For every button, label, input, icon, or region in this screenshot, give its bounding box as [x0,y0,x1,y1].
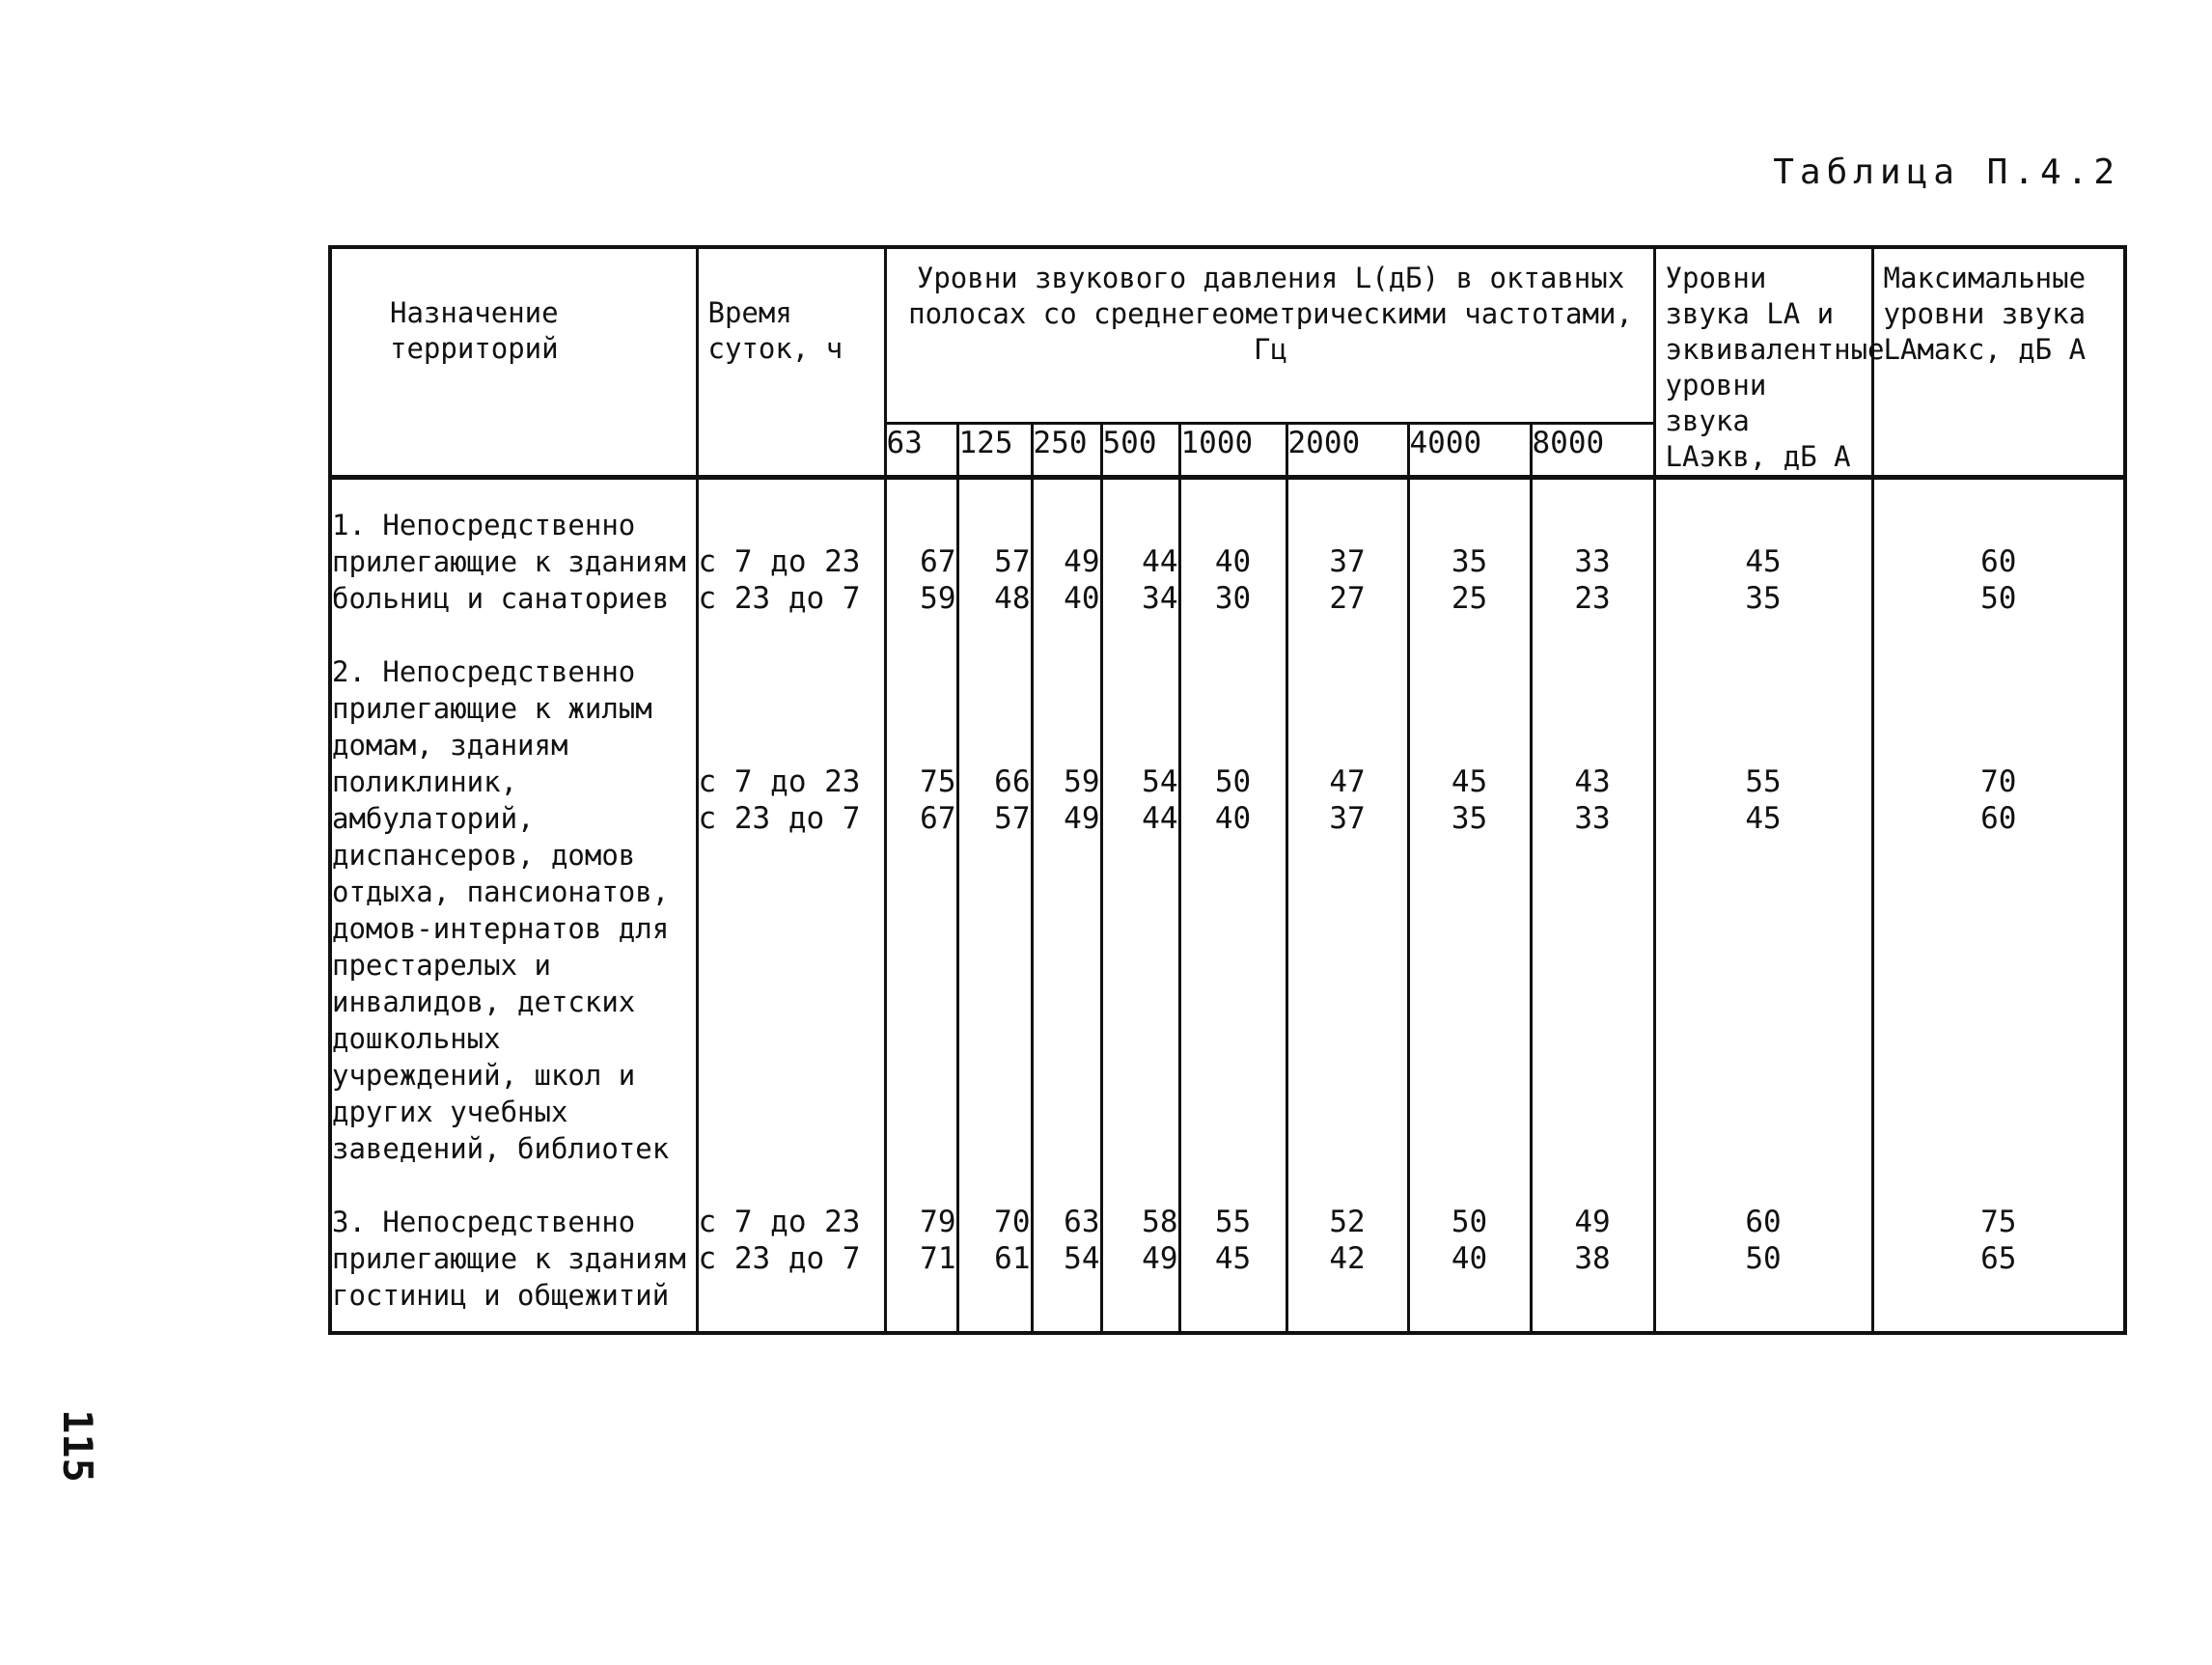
value-cell [1101,634,1179,1184]
freq-1000: 1000 [1179,423,1286,477]
territory-cell [330,478,697,635]
level-value: 33 [1574,801,1611,836]
time-cell [697,634,885,1184]
value-cell [1408,478,1531,635]
level-value: 43 [1574,764,1611,799]
level-value: 30 [1214,581,1252,616]
freq-125: 125 [957,423,1032,477]
territory-name: 1. Непосредственно прилегающие к зданиям больниц и санаториев [332,509,686,615]
value-cell [1032,1184,1101,1333]
level-value: 60 [1745,1205,1782,1239]
level-value: 67 [920,544,956,579]
territory-name: 2. Непосредственно прилегающие к жилым домам, зданиям поликлиник, амбулаторий, диспансеров, домов отдыха, пансионатов, домов-интернатов для престарелых и инвалидов, детских дошкольных учреждений, школ и других учебных заведений, библиотек [332,655,670,1165]
freq-63: 63 [885,423,957,477]
level-value: 25 [1451,581,1488,616]
value-cell [1286,634,1408,1184]
level-value: 49 [1064,544,1100,579]
level-value: 75 [1980,1205,2017,1239]
level-value: 60 [1980,544,2017,579]
level-value: 49 [1142,1241,1178,1276]
level-value: 44 [1142,544,1178,579]
table-caption: Таблица П.4.2 [1773,153,2120,192]
value-cell [957,478,1032,635]
level-value: 44 [1142,801,1178,836]
level-value: 57 [994,801,1031,836]
level-value: 35 [1451,801,1488,836]
level-value: 71 [920,1241,956,1276]
value-cell [885,634,957,1184]
level-value: 35 [1745,581,1782,616]
sound-pressure-header: Уровни звукового давления L(дБ) в октавных полосах со среднегеометрическими частотами, Гц [885,247,1654,423]
level-value: 50 [1214,764,1252,799]
value-cell [1101,478,1179,635]
value-cell [1179,478,1286,635]
level-value: 50 [1745,1241,1782,1276]
level-value: 40 [1451,1241,1488,1276]
level-value: 42 [1329,1241,1366,1276]
time-header: Время суток, ч [697,247,885,478]
level-value: 49 [1574,1205,1611,1239]
value-cell [1654,634,1872,1184]
level-value: 45 [1745,801,1782,836]
freq-8000: 8000 [1531,423,1654,477]
value-cell [1531,478,1654,635]
level-value: 45 [1214,1241,1252,1276]
level-value: 50 [1980,581,2017,616]
time-cell [697,478,885,635]
noise-norms-table [328,245,2127,1335]
level-value: 23 [1574,581,1611,616]
level-value: 61 [994,1241,1031,1276]
level-value: 70 [1980,764,2017,799]
table-row [330,634,2125,1184]
level-value: 50 [1451,1205,1488,1239]
time-value: с 7 до 23 [698,1205,861,1239]
level-value: 63 [1064,1205,1100,1239]
level-value: 37 [1329,801,1366,836]
value-cell [1654,1184,1872,1333]
value-cell [1032,634,1101,1184]
value-cell [1408,634,1531,1184]
level-value: 35 [1451,544,1488,579]
level-value: 58 [1142,1205,1178,1239]
level-value: 49 [1064,801,1100,836]
territory-cell [330,634,697,1184]
territory-header: Назначение территорий [330,247,697,478]
freq-2000: 2000 [1286,423,1408,477]
time-value: с 7 до 23 [698,764,861,799]
level-value: 67 [920,801,956,836]
level-value: 55 [1214,1205,1252,1239]
table-row [330,1184,2125,1333]
value-cell [957,634,1032,1184]
level-value: 66 [994,764,1031,799]
table-row [330,478,2125,635]
value-cell [1531,1184,1654,1333]
time-cell [697,1184,885,1333]
level-value: 52 [1329,1205,1366,1239]
freq-250: 250 [1032,423,1101,477]
level-value: 59 [920,581,956,616]
value-cell [1179,1184,1286,1333]
value-cell [1286,1184,1408,1333]
value-cell [1872,478,2125,635]
value-cell [1531,634,1654,1184]
level-value: 48 [994,581,1031,616]
header-row [330,247,2125,423]
value-cell [1179,634,1286,1184]
level-value: 59 [1064,764,1100,799]
value-cell [957,1184,1032,1333]
value-cell [885,1184,957,1333]
level-value: 27 [1329,581,1366,616]
value-cell [885,478,957,635]
time-value: с 7 до 23 [698,544,861,579]
level-value: 70 [994,1205,1031,1239]
page-number: 115 [54,1409,101,1483]
time-value: с 23 до 7 [698,801,861,836]
level-value: 65 [1980,1241,2017,1276]
level-value: 38 [1574,1241,1611,1276]
level-value: 47 [1329,764,1366,799]
level-value: 40 [1214,801,1252,836]
value-cell [1872,1184,2125,1333]
level-value: 33 [1574,544,1611,579]
level-value: 57 [994,544,1031,579]
level-value: 45 [1745,544,1782,579]
territory-cell [330,1184,697,1333]
territory-name: 3. Непосредственно прилегающие к зданиям гостиниц и общежитий [332,1206,686,1312]
value-cell [1408,1184,1531,1333]
value-cell [1286,478,1408,635]
time-value: с 23 до 7 [698,581,861,616]
value-cell [1872,634,2125,1184]
level-value: 45 [1451,764,1488,799]
value-cell [1101,1184,1179,1333]
level-value: 40 [1214,544,1252,579]
level-value: 55 [1745,764,1782,799]
level-value: 40 [1064,581,1100,616]
level-value: 79 [920,1205,956,1239]
level-equiv-header: Уровни звука LA и эквивалентные уровни звука LАэкв, дБ А [1654,247,1872,478]
level-value: 34 [1142,581,1178,616]
level-value: 54 [1142,764,1178,799]
level-value: 60 [1980,801,2017,836]
freq-500: 500 [1101,423,1179,477]
value-cell [1032,478,1101,635]
freq-4000: 4000 [1408,423,1531,477]
max-level-header: Максимальные уровни звука LАмакс, дБ А [1872,247,2125,478]
time-value: с 23 до 7 [698,1241,861,1276]
level-value: 54 [1064,1241,1100,1276]
value-cell [1654,478,1872,635]
level-value: 37 [1329,544,1366,579]
level-value: 75 [920,764,956,799]
